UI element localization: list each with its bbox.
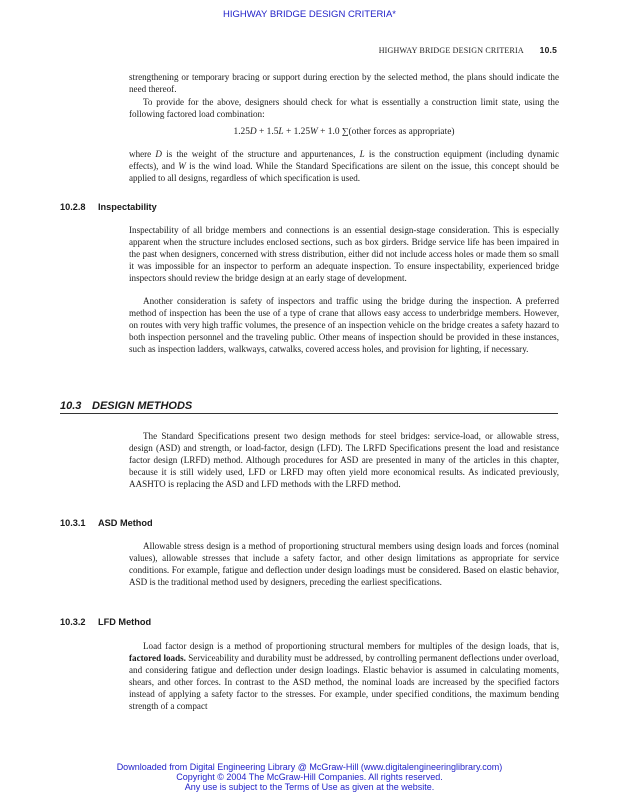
section-number: 10.3.2 — [60, 617, 86, 627]
eq-part-3: + 1.25 — [283, 127, 311, 137]
eq-part-1: 1.25 — [233, 127, 250, 137]
where-var-l: L — [359, 149, 365, 159]
running-head-title: HIGHWAY BRIDGE DESIGN CRITERIA — [378, 46, 524, 55]
section-heading-design-methods — [60, 400, 192, 412]
where-var-w: W — [178, 161, 186, 172]
section-number: 10.3 — [60, 400, 82, 412]
page-number: 10.5 — [539, 45, 557, 55]
eq-part-2: + 1.5 — [256, 127, 279, 137]
where-text-4: is the wind load. While the Standard Specifications are silent on the issue, this concept should be applied to all designs, regardless of which specification is used. — [129, 161, 560, 184]
where-text-1: where — [129, 149, 156, 159]
section-title: LFD Method — [98, 617, 152, 627]
download-footer — [0, 762, 619, 792]
paragraph-inspectability-1: Inspectability of all bridge members and connections is an essential design-stage consideration. This is especially apparent when the structure includes enclosed sections, such as box girders. Bridge service life has been impaired in the past when designers, concerned with stress distribution, either did not include access holes or made them so small it was impossible for an inspector to perform an adequate inspection. To ensure inspectability, experienced bridge inspectors should review the bridge design at an early stage of development. — [129, 225, 559, 284]
heading-rule — [60, 413, 558, 414]
paragraph-design-methods: The Standard Specifications present two design methods for steel bridges: service-load, or allowable stress, design (ASD) and strength, or load-factor, design (LFD). The LRFD Specifications present the load and resistance factor design (LRFD) method. Although procedures for ASD are presented in many of the articles in this chapter, because it is still widely used, LFD or LRFD may often yield more economical results. As indicated previously, AASHTO is replacing the ASD and LFD methods with the LRFD method. — [129, 431, 559, 490]
section-title: DESIGN METHODS — [92, 400, 193, 412]
section-heading-lfd-method — [60, 617, 151, 627]
lfd-bold-term: factored loads. — [129, 653, 186, 664]
footer-line-terms: Any use is subject to the Terms of Use as given at the website. — [184, 782, 435, 792]
footer-line-copyright: Copyright © 2004 The McGraw-Hill Companies. All rights reserved. — [176, 772, 443, 782]
section-number: 10.2.8 — [60, 202, 86, 212]
paragraph-intro-continued: strengthening or temporary bracing or support during erection by the selected method, the plans should indicate the need thereof. — [129, 72, 559, 95]
load-combination-equation — [129, 127, 559, 137]
section-heading-inspectability — [60, 202, 157, 212]
eq-var-w: W — [310, 127, 318, 137]
section-title: ASD Method — [98, 518, 153, 528]
lfd-text-2: Serviceability and durability must be addressed, by controlling permanent deflections under overload, and considering fatigue and deflection under design loadings. Elastic behavior is assumed in calculating moments, shears, and other forces. In contrast to the ASD method, the nominal loads are increased by the specified factors instead of applying a safety factor to the stresses. For example, under specified conditions, the maximum bending strength of a compact — [129, 653, 559, 712]
paragraph-lfd-method — [129, 640, 559, 713]
paragraph-asd-method: Allowable stress design is a method of proportioning structural members using design loads and forces (nominal values), allowable stresses that include a safety factor, and other design limitations as appropriate for service conditions. For example, fatigue and deflection under design loadings must be considered. Based on elastic behavior, ASD is the traditional method used by designers, preceding the earliest specifications. — [129, 541, 559, 588]
section-heading-asd-method — [60, 518, 153, 528]
eq-part-4: + 1.0 ∑(other forces as appropriate) — [317, 127, 455, 137]
lfd-text-1: Load factor design is a method of proportioning structural members for multiples of the design loads, that is, — [143, 641, 559, 651]
running-head — [379, 45, 557, 55]
eq-var-d: D — [249, 127, 257, 137]
paragraph-inspectability-2: Another consideration is safety of inspectors and traffic using the bridge during the inspection. A preferred method of inspection has been the use of a type of crane that allows easy access to underbridge members. However, on routes with very high traffic volumes, the presence of an inspection vehicle on the bridge creates a safety hazard to both inspection personnel and the traveling public. Other means of inspection should be provided in these instances, such as inspection ladders, walkways, catwalks, covered access holes, and provision for lighting, if necessary. — [129, 296, 559, 355]
where-var-d: D — [155, 149, 162, 159]
where-text-3: is the construction equipment (including dynamic effects), and — [129, 149, 559, 172]
eq-var-l: L — [278, 127, 284, 137]
section-title: Inspectability — [98, 202, 157, 212]
paragraph-where-definitions — [129, 148, 559, 184]
top-banner: HIGHWAY BRIDGE DESIGN CRITERIA* — [223, 9, 396, 20]
section-number: 10.3.1 — [60, 518, 86, 528]
footer-line-download: Downloaded from Digital Engineering Library @ McGraw-Hill (www.digitalengineeringlibrary.com) — [116, 762, 503, 772]
where-text-2: is the weight of the structure and appurtenances, — [162, 149, 360, 159]
paragraph-load-combination-intro: To provide for the above, designers should check for what is essentially a construction limit state, using the following factored load combination: — [129, 97, 559, 120]
